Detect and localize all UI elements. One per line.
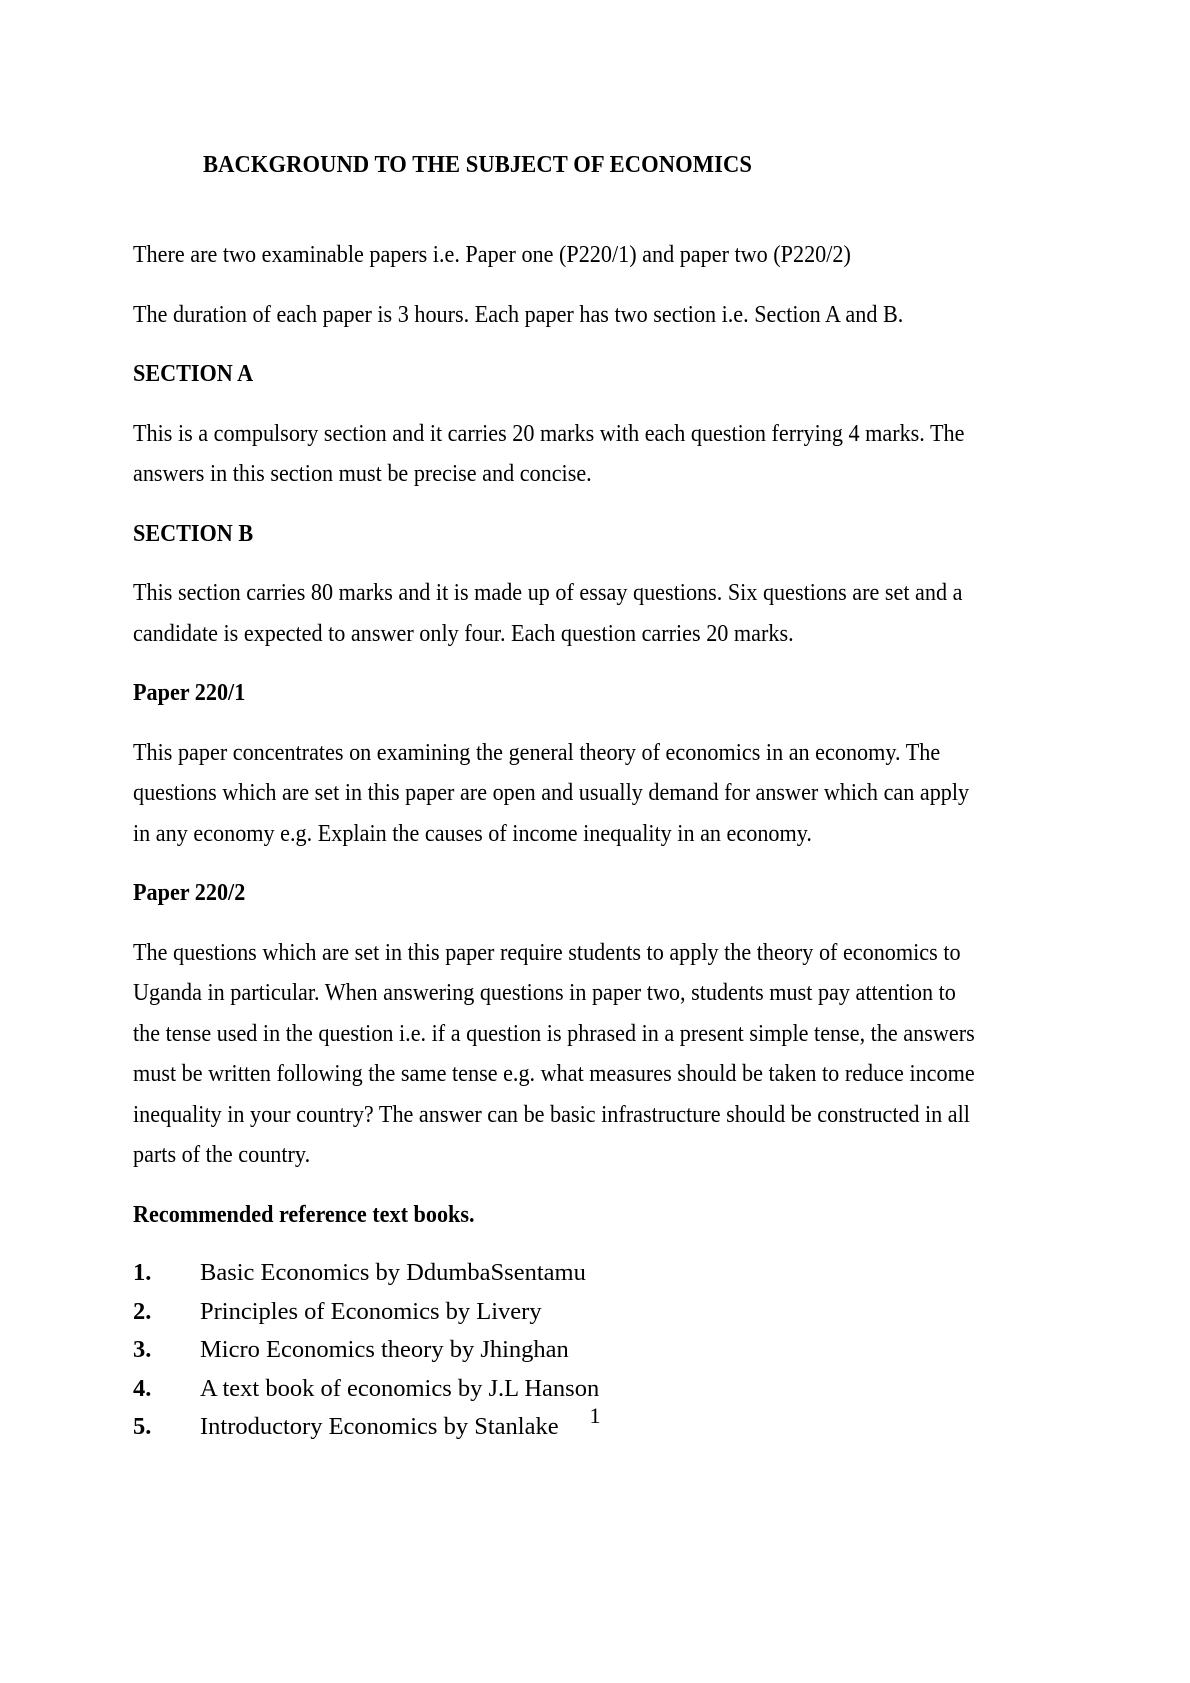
list-item-label: A text book of economics by J.L Hanson (200, 1374, 600, 1402)
list-item (133, 1331, 978, 1370)
page-title: BACKGROUND TO THE SUBJECT OF ECONOMICS (203, 151, 752, 178)
list-item (133, 1293, 978, 1332)
paragraph-paper-220-2-body: The questions which are set in this paper require students to apply the theory of economics to Uganda in particular. When answering questions in paper two, students must pay attention to the tense used in the question i.e. if a question is phrased in a present simple tense, the answers must be written following the same tense e.g. what measures should be taken to reduce income inequality in your country? The answer can be basic infrastructure should be constructed in all parts of the country. (133, 938, 975, 1169)
paragraph-section-a-body: This is a compulsory section and it carries 20 marks with each question ferrying 4 marks. The answers in this section must be precise and concise. (133, 419, 965, 488)
list-item-number: 5. (133, 1413, 152, 1441)
heading-section-a: SECTION A (133, 360, 254, 388)
list-item (133, 1254, 978, 1293)
list-item-label: Micro Economics theory by Jhinghan (200, 1336, 569, 1364)
list-item-number: 2. (133, 1297, 152, 1325)
list-item-number: 3. (133, 1336, 152, 1364)
page-number-footer: 1 (589, 1403, 601, 1428)
paragraph-duration: The duration of each paper is 3 hours. Each paper has two section i.e. Section A and B. (133, 300, 904, 328)
list-item-label: Introductory Economics by Stanlake (200, 1413, 559, 1441)
list-item-number: 4. (133, 1374, 152, 1402)
heading-section-b: SECTION B (133, 519, 254, 547)
paragraph-section-b-body: This section carries 80 marks and it is made up of essay questions. Six questions are set and a candidate is expected to answer only four. Each question carries 20 marks. (133, 579, 963, 647)
heading-paper-220-1: Paper 220/1 (133, 679, 246, 707)
list-item-label: Principles of Economics by Livery (200, 1297, 542, 1325)
paragraph-intro-papers: There are two examinable papers i.e. Paper one (P220/1) and paper two (P220/2) (133, 241, 851, 269)
paragraph-paper-220-1-body: This paper concentrates on examining the general theory of economics in an economy. The questions which are set in this paper are open and usually demand for answer which can apply in any economy e.g. Explain the causes of income inequality in an economy. (133, 738, 970, 847)
list-item-number: 1. (133, 1259, 152, 1287)
heading-paper-220-2: Paper 220/2 (133, 879, 246, 907)
document-body (133, 150, 978, 1447)
list-item-label: Basic Economics by DdumbaSsentamu (200, 1259, 586, 1287)
heading-recommended-books: Recommended reference text books. (133, 1200, 475, 1228)
